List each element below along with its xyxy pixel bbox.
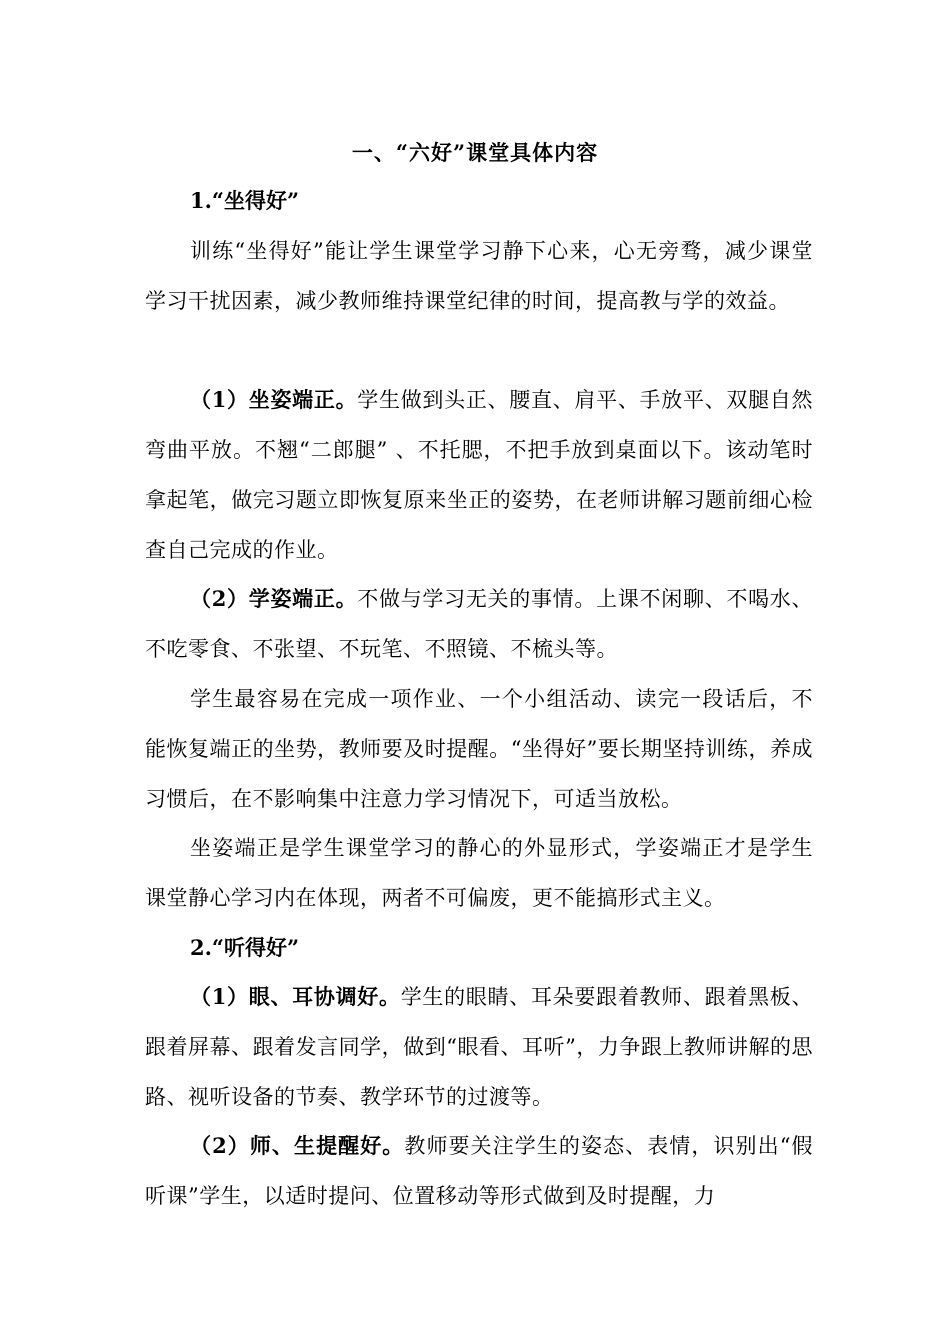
paragraph-lead: （1）坐姿端正。	[190, 387, 358, 412]
paragraph-sitting-posture	[145, 375, 813, 575]
paragraph-lead: （1）眼、耳协调好。	[190, 984, 401, 1009]
paragraph-text: 不做与学习无关的事情。上课不闲聊、不喝水、不吃零食、不张望、不玩笔、不照镜、不梳头等。	[145, 587, 813, 661]
page-title: 一、“六好”课堂具体内容	[351, 140, 599, 165]
section-heading-sit-well: 1.“坐得好”	[190, 188, 300, 213]
section-heading-listen-well: 2.“听得好”	[190, 935, 300, 960]
paragraph-text: 教师要关注学生的姿态、表情，识别出“假听课”学生，以适时提问、位置移动等形式做到及时提醒，力	[145, 1134, 814, 1208]
paragraph-study-posture	[145, 574, 813, 674]
paragraph-text: 坐姿端正是学生课堂学习的静心的外显形式，学姿端正才是学生课堂静心学习内在体现，两者不可偏废，更不能搞形式主义。	[145, 836, 813, 910]
paragraph-eye-ear	[145, 972, 813, 1122]
paragraph-text: 训练“坐得好”能让学生课堂学习静下心来，心无旁骛，减少课堂学习干扰因素，减少教师维持课堂纪律的时间，提高教与学的效益。	[145, 239, 813, 313]
paragraph-text: 学生最容易在完成一项作业、一个小组活动、读完一段话后，不能恢复端正的坐势，教师要及时提醒。“坐得好”要长期坚持训练，养成习惯后，在不影响集中注意力学习情况下，可适当放松。	[145, 687, 813, 811]
paragraph-reminder	[145, 674, 813, 824]
paragraph-text: 学生做到头正、腰直、肩平、手放平、双腿自然弯曲平放。不翘“二郎腿” 、不托腮，不把手放到桌面以下。该动笔时拿起笔，做完习题立即恢复原来坐正的姿势，在老师讲解习题前细心检查自己完成的作业。	[145, 388, 813, 562]
paragraph-lead: （2）学姿端正。	[190, 586, 358, 611]
paragraph-sit-well-intro	[145, 226, 813, 326]
paragraph-lead: （2）师、生提醒好。	[190, 1133, 405, 1158]
paragraph-text: 学生的眼睛、耳朵要跟着教师、跟着黑板、跟着屏幕、跟着发言同学，做到“眼看、耳听”，力争跟上教师讲解的思路、视听设备的节奏、教学环节的过渡等。	[145, 985, 813, 1109]
paragraph-teacher-student-reminder	[145, 1121, 813, 1221]
paragraph-summary	[145, 823, 813, 923]
